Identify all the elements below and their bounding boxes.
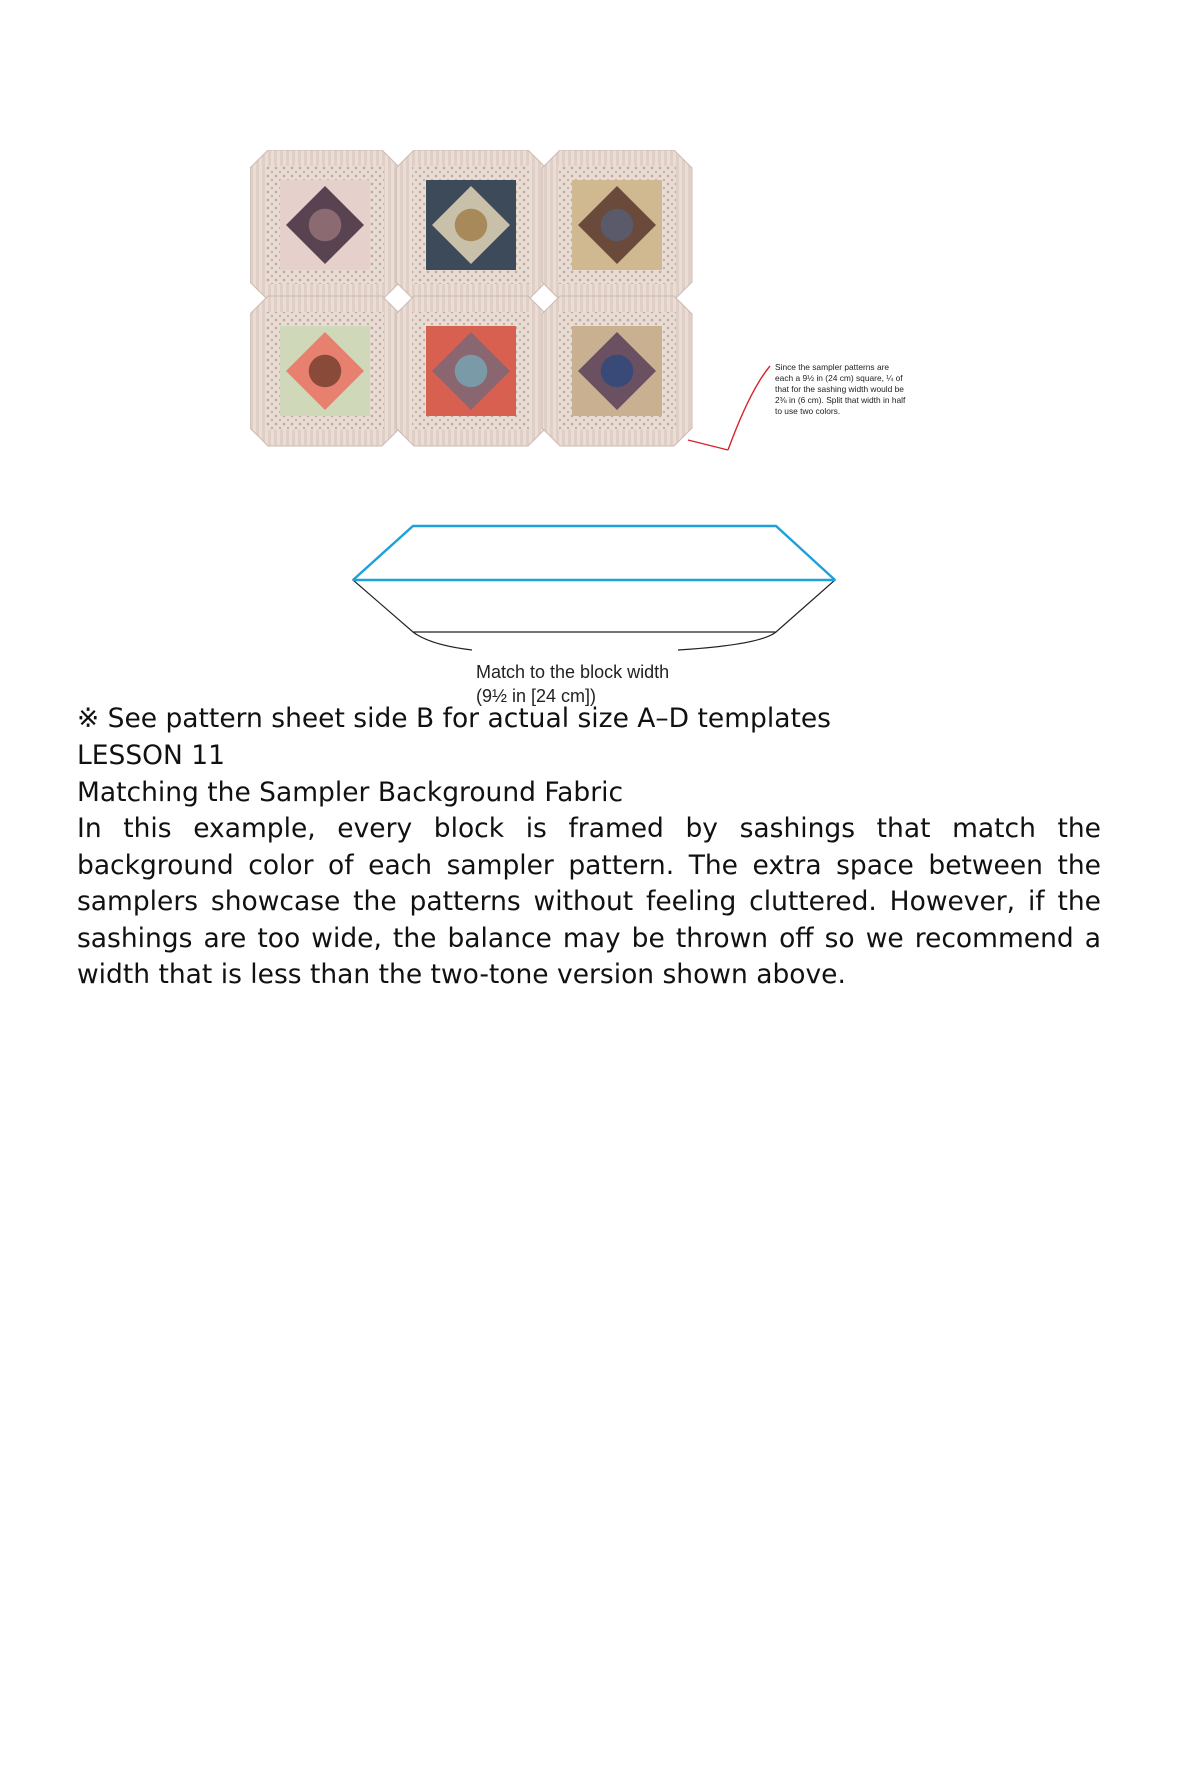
callout-line: to use two colors. <box>775 406 841 416</box>
sashing-width-callout <box>775 362 945 417</box>
diagram-label-line: Match to the block width <box>476 662 670 682</box>
template-note: ※ See pattern sheet side B for actual size A–D templates <box>77 703 831 734</box>
lesson-text <box>77 700 1101 994</box>
sashing-diagram <box>250 150 950 710</box>
diagram-label-line: (9½ in [24 cm]) <box>476 686 597 706</box>
sashing-top-edge <box>353 526 835 580</box>
callout-line: Since the sampler patterns are <box>775 362 890 372</box>
callout-line: each a 9½ in (24 cm) square, ¼ of <box>775 373 903 383</box>
lesson-number: LESSON 11 <box>77 740 225 771</box>
callout-line: 2⅜ in (6 cm). Split that width in half <box>775 395 906 405</box>
quilt-figure <box>250 150 950 710</box>
callout-line: that for the sashing width would be <box>775 384 904 394</box>
body-paragraph: In this example, every block is framed by sashings that match the background color of each sampler pattern. The extra space between the samplers showcase the patterns without feeling cluttered. However, if the sashings are too wide, the balance may be thrown off so we recommend a width that is less than the two-tone version shown above. <box>77 813 1101 990</box>
lesson-heading: Matching the Sampler Background Fabric <box>77 777 624 808</box>
dimension-bracket <box>413 632 776 650</box>
callout-pointer <box>688 366 770 450</box>
